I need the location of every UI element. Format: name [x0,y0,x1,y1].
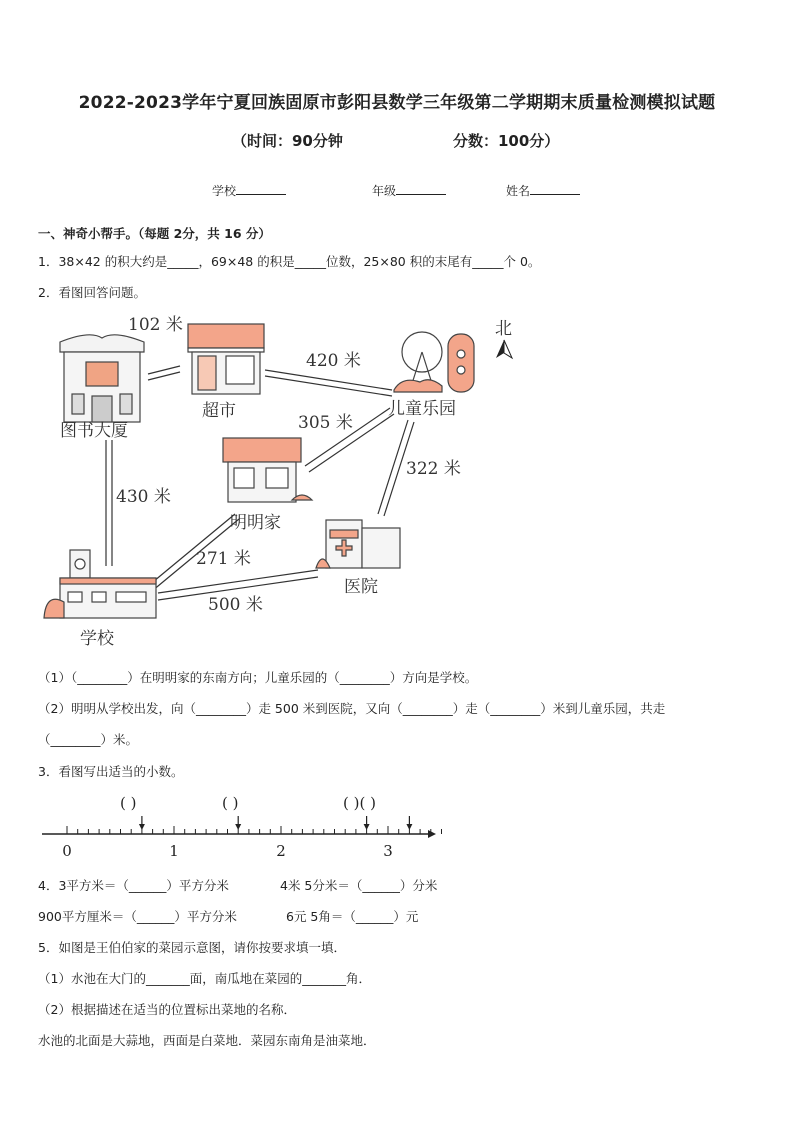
tick-label-0: 0 [62,842,72,860]
question-4-d: 6元 5角＝（______）元 [286,909,419,924]
question-5-part-2: （2）根据描述在适当的位置标出菜地的名称． [38,1002,296,1017]
label-hospital: 医院 [344,577,378,597]
number-line [30,788,450,862]
map-figure [30,310,550,655]
library-icon [60,335,144,422]
dist-home-park: 305 米 [298,413,353,433]
answer-bracket-1[interactable]: ( ) [120,794,137,812]
tick-label-3: 3 [383,842,393,860]
name-field[interactable] [506,182,580,199]
grade-blank[interactable] [396,182,446,195]
dist-school-hospital: 500 米 [208,595,263,615]
question-2-part-2-cont: （________）米。 [38,732,139,747]
tick-label-2: 2 [276,842,286,860]
section-heading: 一、神奇小帮手。（每题 2分，共 16 分） [38,226,271,241]
arrow-marker-icon [406,824,412,830]
grade-field[interactable] [372,182,446,199]
label-home: 明明家 [230,513,281,533]
exam-time: （时间：90分钟 [232,132,343,150]
school-icon [44,550,156,618]
dist-home-school: 271 米 [196,549,251,569]
dist-park-hospital: 322 米 [406,459,461,479]
question-2: 2．看图回答问题。 [38,285,146,300]
label-school: 学校 [80,629,114,649]
hospital-icon [316,520,400,568]
tick-marks [67,826,442,834]
question-4-a: 4．3平方米＝（______）平方分米 [38,878,229,893]
name-label: 姓名 [506,184,531,198]
question-2-part-1: （1）（________）在明明家的东南方向；儿童乐园的（________）方向是学校。 [38,670,478,685]
question-3: 3．看图写出适当的小数。 [38,764,184,779]
north-label: 北 [495,319,512,339]
dist-library-school: 430 米 [116,487,171,507]
question-5-description: 水池的北面是大蒜地，西面是白菜地．菜园东南角是油菜地． [38,1033,376,1048]
school-field[interactable] [212,182,286,199]
question-4-b: 4米 5分米＝（______）分米 [280,878,438,893]
question-2-part-2: （2）明明从学校出发，向（________）走 500 米到医院，又向（________）走（________）米到儿童乐园，共走 [38,701,666,716]
page-title: 2022-2023学年宁夏回族固原市彭阳县数学三年级第二学期期末质量检测模拟试题 [78,93,716,113]
exam-score: 分数：100分） [453,132,560,150]
axis-arrow-icon [428,830,436,838]
park-icon [394,332,474,392]
question-5: 5．如图是王伯伯家的菜园示意图，请你按要求填一填． [38,940,346,955]
name-blank[interactable] [530,182,580,195]
dist-supermarket-park: 420 米 [306,351,361,371]
arrow-marker-icon [235,824,241,830]
label-supermarket: 超市 [202,401,236,421]
grade-label: 年级 [372,184,397,198]
north-arrow-icon [496,340,504,358]
arrow-markers [139,816,413,830]
question-5-part-1: （1）水池在大门的_______面，南瓜地在菜园的_______角． [38,971,371,986]
label-library: 图书大厦 [60,421,128,441]
supermarket-icon [188,324,264,394]
dist-library-supermarket: 102 米 [128,315,183,335]
school-blank[interactable] [236,182,286,195]
arrow-marker-icon [139,824,145,830]
question-1: 1．38×42 的积大约是_____，69×48 的积是_____位数，25×80 积的末尾有_____个 0。 [38,254,541,269]
answer-bracket-2[interactable]: ( ) [222,794,239,812]
tick-label-1: 1 [169,842,179,860]
north-arrow-outline [504,340,512,358]
arrow-marker-icon [364,824,370,830]
answer-bracket-3-4[interactable]: ( )( ) [343,794,376,812]
label-park: 儿童乐园 [388,399,456,419]
question-4-c: 900平方厘米＝（______）平方分米 [38,909,237,924]
school-label: 学校 [212,184,237,198]
home-icon [223,438,312,502]
